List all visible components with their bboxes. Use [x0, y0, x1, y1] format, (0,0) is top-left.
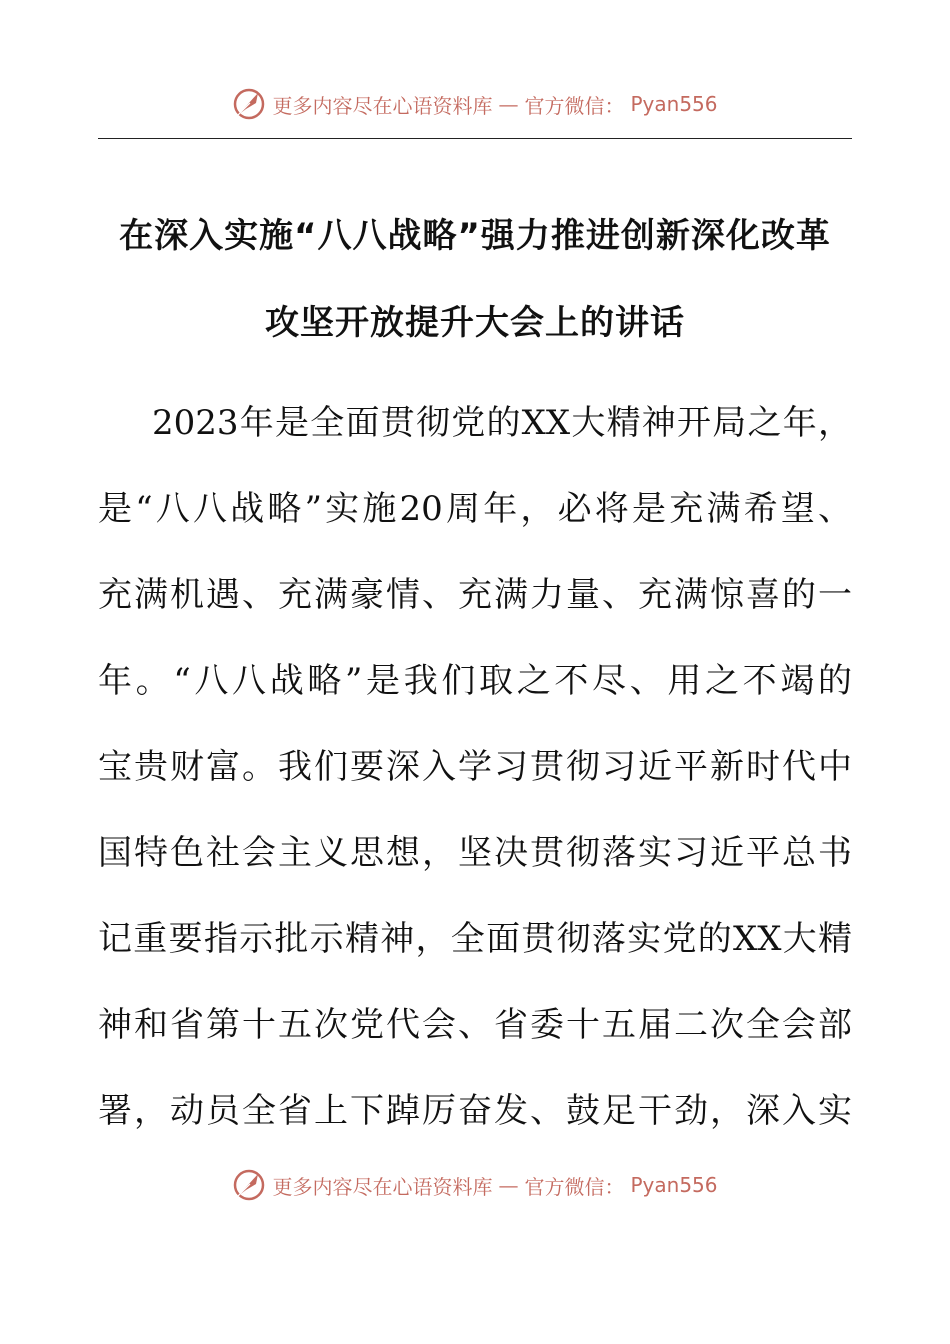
watermark-wechat-label: 官方微信： [524, 1174, 625, 1199]
document-body [98, 394, 852, 1168]
watermark-wechat-id: Pyan556 [630, 92, 718, 116]
watermark-site-text: 更多内容尽在心语资料库 [272, 1174, 493, 1199]
body-line: 署，动员全省上下踔厉奋发、鼓足干劲，深入实 [98, 1091, 852, 1131]
document-title-line-2: 攻坚开放提升大会上的讲话 [265, 303, 685, 343]
header-divider [98, 138, 852, 139]
feather-pen-logo-icon [232, 87, 266, 121]
body-line: 年。“八八战略”是我们取之不尽、用之不竭的 [98, 661, 852, 701]
watermark-wechat-id: Pyan556 [630, 1173, 718, 1197]
footer-watermark [0, 1165, 950, 1205]
body-line: 充满机遇、充满豪情、充满力量、充满惊喜的一 [98, 575, 852, 615]
watermark-separator: — [498, 1173, 519, 1197]
watermark-site-text: 更多内容尽在心语资料库 [272, 93, 493, 118]
body-line: 宝贵财富。我们要深入学习贯彻习近平新时代中 [98, 747, 852, 787]
body-line: 是“八八战略”实施20周年，必将是充满希望、 [98, 489, 852, 529]
body-line: 记重要指示批示精神，全面贯彻落实党的XX大精 [98, 919, 852, 959]
body-line: 国特色社会主义思想，坚决贯彻落实习近平总书 [98, 833, 852, 873]
body-line: 2023年是全面贯彻党的XX大精神开局之年， [152, 403, 852, 443]
watermark-wechat-label: 官方微信： [524, 93, 625, 118]
feather-pen-logo-icon [232, 1168, 266, 1202]
body-line: 神和省第十五次党代会、省委十五届二次全会部 [98, 1005, 852, 1045]
watermark-separator: — [498, 92, 519, 116]
document-title-line-1: 在深入实施“八八战略”强力推进创新深化改革 [119, 216, 831, 256]
header-watermark [0, 84, 950, 124]
